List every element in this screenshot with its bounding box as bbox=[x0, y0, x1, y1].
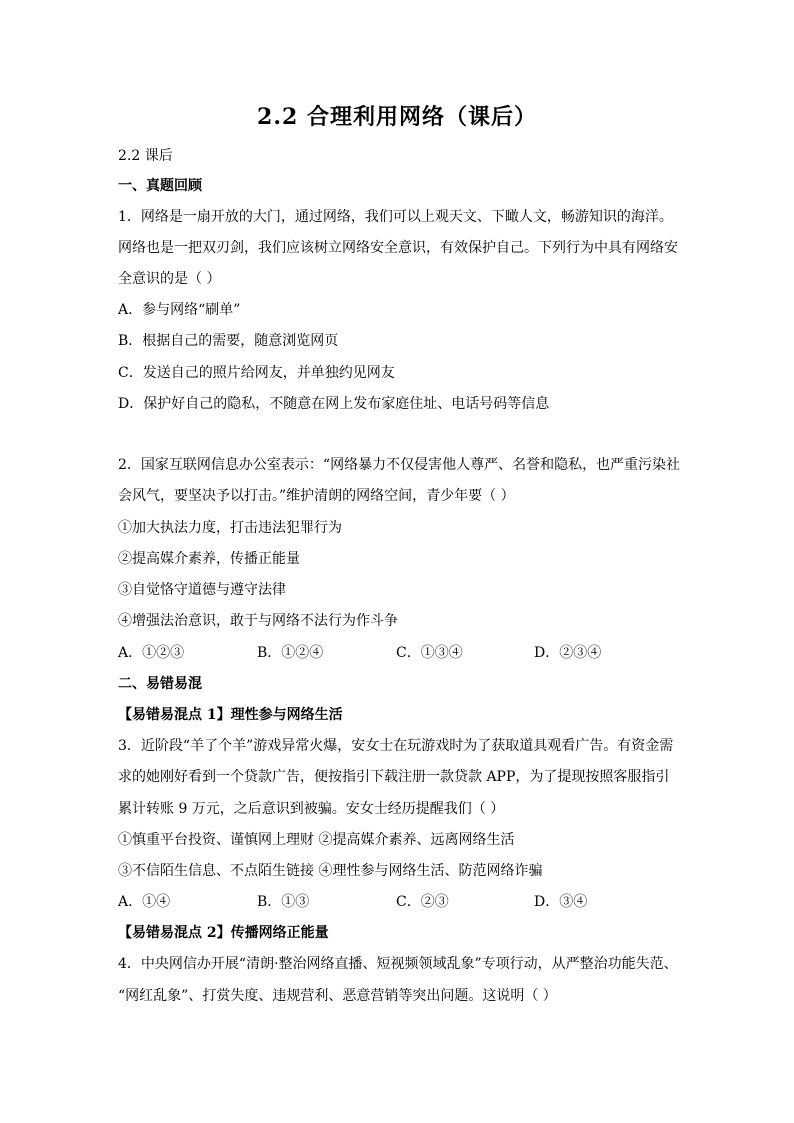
q2-item-4: ④增强法治意识，敢于与网络不法行为作斗争 bbox=[118, 613, 398, 629]
error-point-1-heading: 【易错易混点 1】理性参与网络生活 bbox=[118, 707, 343, 723]
q2-item-3: ③自觉恪守道德与遵守法律 bbox=[118, 582, 286, 598]
subtitle: 2.2 课后 bbox=[118, 148, 173, 164]
q2-item-2: ②提高媒介素养，传播正能量 bbox=[118, 551, 300, 567]
document-title: 2.2 合理利用网络（课后） bbox=[257, 104, 537, 130]
section-heading-2: 二、易错易混 bbox=[118, 676, 202, 692]
q2-item-1: ①加大执法力度，打击违法犯罪行为 bbox=[118, 520, 342, 536]
q3-line-3: 累计转账 9 万元，之后意识到被骗。安女士经历提醒我们（ ） bbox=[118, 801, 505, 817]
q4-line-1: 4．中央网信办开展“清朗·整治网络直播、短视频领域乱象”专项行动，从严整治功能失范、 bbox=[118, 956, 678, 972]
q3-line-2: 求的她刚好看到一个贷款广告，便按指引下载注册一款贷款 APP，为了提现按照客服指引 bbox=[118, 769, 670, 785]
section-heading-1: 一、真题回顾 bbox=[118, 178, 202, 194]
q1-option-c: C．发送自己的照片给网友，并单独约见网友 bbox=[118, 365, 395, 381]
error-point-2-heading: 【易错易混点 2】传播网络正能量 bbox=[118, 925, 329, 941]
q3-items-3-4: ③不信陌生信息、不点陌生链接 ④理性参与网络生活、防范网络诈骗 bbox=[118, 863, 543, 879]
q3-option-c: C．②③ bbox=[396, 894, 449, 910]
q1-line-1: 1．网络是一扇开放的大门，通过网络，我们可以上观天文、下瞰人文，畅游知识的海洋。 bbox=[118, 209, 673, 225]
q2-option-a: A．①②③ bbox=[118, 645, 185, 661]
q1-option-b: B．根据自己的需要，随意浏览网页 bbox=[118, 333, 339, 349]
q1-option-d: D．保护好自己的隐私，不随意在网上发布家庭住址、电话号码等信息 bbox=[118, 396, 550, 412]
q1-option-a: A．参与网络“刷单” bbox=[118, 302, 241, 318]
q3-option-b: B．①③ bbox=[257, 894, 310, 910]
q2-option-b: B．①②④ bbox=[257, 645, 324, 661]
q3-option-d: D．③④ bbox=[534, 894, 588, 910]
q1-line-3: 全意识的是（ ） bbox=[118, 271, 221, 287]
q2-line-2: 会风气，要坚决予以打击。”维护清朗的网络空间，青少年要（ ） bbox=[118, 488, 515, 504]
q3-option-a: A．①④ bbox=[118, 894, 171, 910]
q2-option-d: D．②③④ bbox=[534, 645, 602, 661]
q2-line-1: 2．国家互联网信息办公室表示：“网络暴力不仅侵害他人尊严、名誉和隐私，也严重污染社 bbox=[118, 457, 681, 473]
q2-option-c: C．①③④ bbox=[396, 645, 463, 661]
q3-line-1: 3．近阶段“羊了个羊”游戏异常火爆，安女士在玩游戏时为了获取道具观看广告。有资金需 bbox=[118, 738, 674, 754]
q4-line-2: “网红乱象”、打赏失度、违规营利、恶意营销等突出问题。这说明（ ） bbox=[118, 988, 557, 1004]
q1-line-2: 网络也是一把双刃剑，我们应该树立网络安全意识，有效保护自己。下列行为中具有网络安 bbox=[118, 240, 678, 256]
q3-items-1-2: ①慎重平台投资、谨慎网上理财 ②提高媒介素养、远离网络生活 bbox=[118, 832, 515, 848]
